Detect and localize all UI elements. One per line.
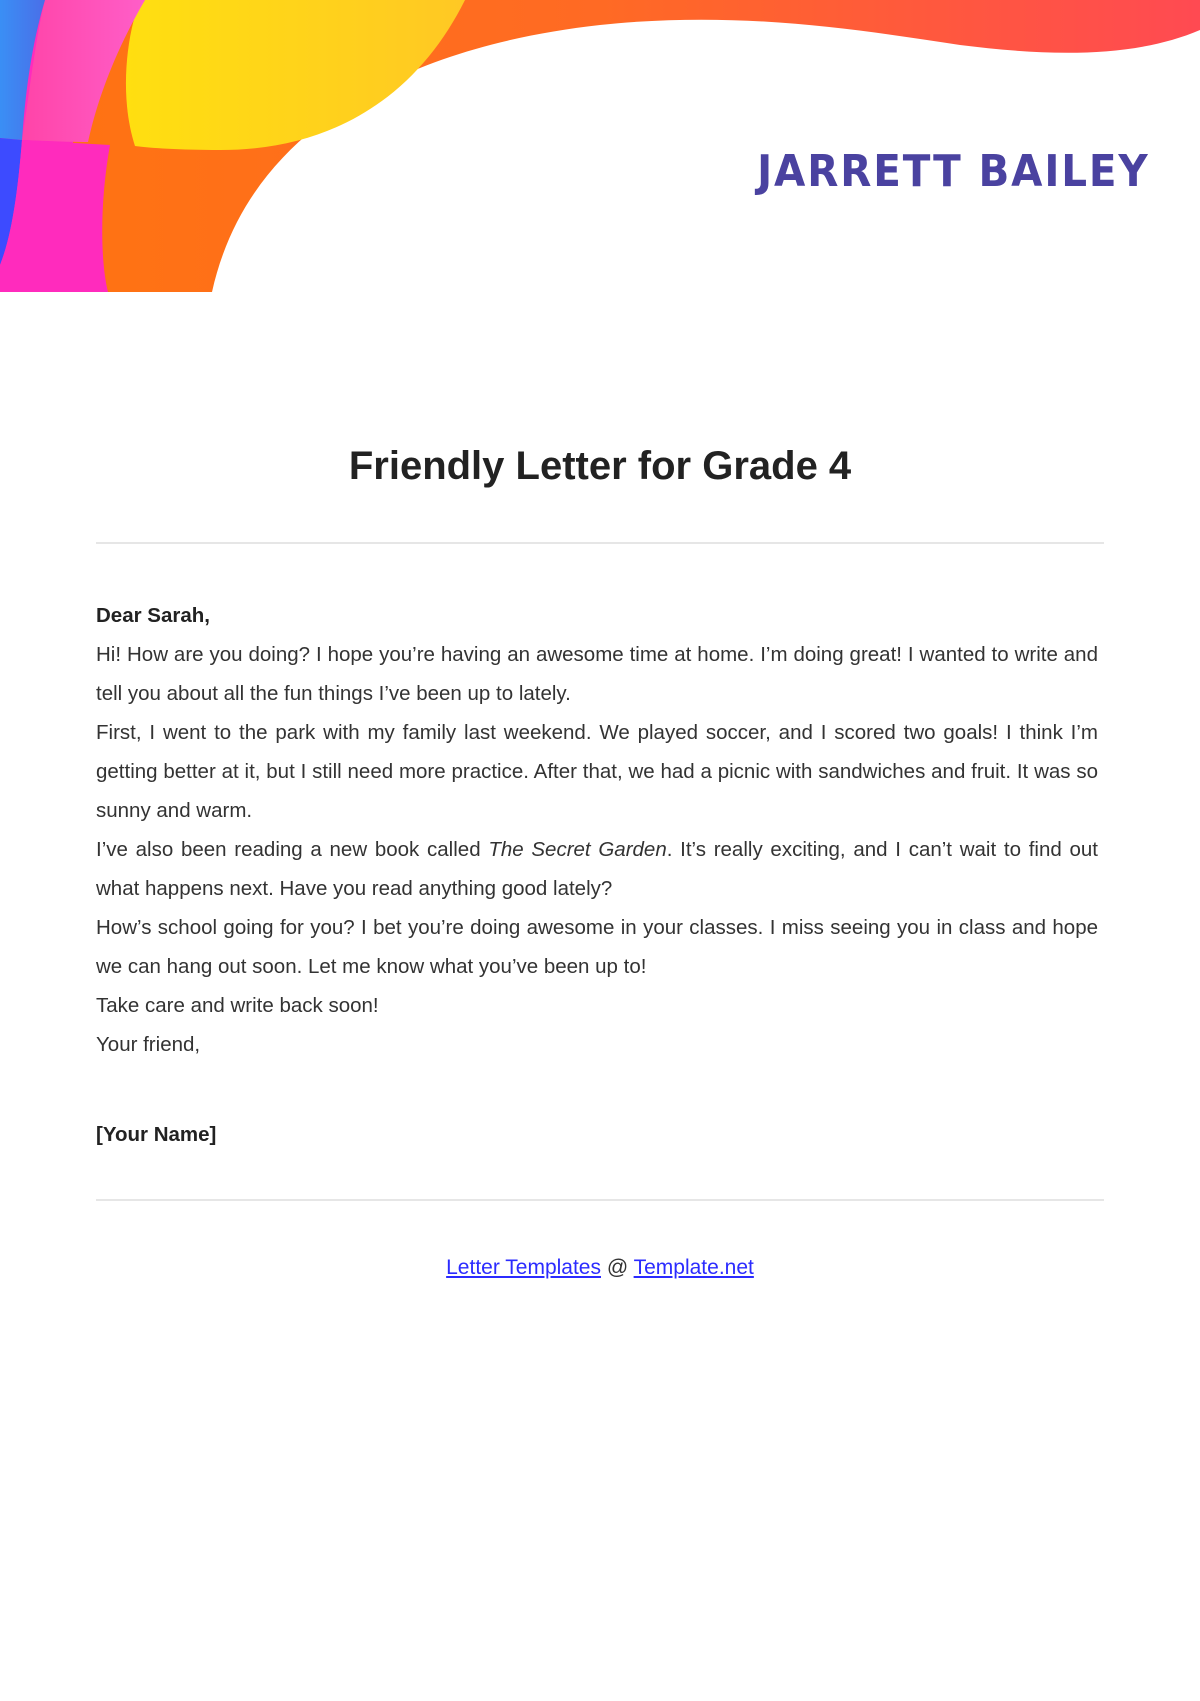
book-title: The Secret Garden — [488, 838, 667, 861]
paragraph-book — [96, 830, 1098, 908]
paragraph: How’s school going for you? I bet you’re doing awesome in your classes. I miss seeing you in class and hope we can hang out soon. Let me know what you’ve been up to! — [96, 916, 1098, 978]
document-title: Friendly Letter for Grade 4 — [348, 444, 852, 488]
paragraph: Hi! How are you doing? I hope you’re having an awesome time at home. I’m doing great! I wanted to write and tell you about all the fun things I’ve been up to lately. — [96, 643, 1098, 705]
closing: Your friend, — [96, 1033, 201, 1056]
divider-top — [96, 542, 1104, 544]
signature: [Your Name] — [96, 1123, 217, 1146]
footer — [0, 1256, 1200, 1280]
letter-templates-link[interactable]: Letter Templates — [446, 1256, 601, 1279]
brand-name: JARRETT BAILEY — [757, 146, 1150, 197]
paragraph: First, I went to the park with my family last weekend. We played soccer, and I scored two goals! I think I’m getting better at it, but I still need more practice. After that, we had a picnic with sandwiches and fruit. It was so sunny and warm. — [96, 721, 1098, 822]
divider-bottom — [96, 1199, 1104, 1201]
letter-body — [96, 596, 1098, 1154]
salutation: Dear Sarah, — [96, 604, 210, 627]
text: . It’s really exciting, and I can’t wait to find out what happens next. Have you read anything good lately? — [96, 838, 1098, 900]
yellow-wave — [126, 0, 465, 150]
template-net-link[interactable]: Template.net — [633, 1256, 754, 1279]
closing-line: Take care and write back soon! — [96, 994, 379, 1017]
footer-separator: @ — [601, 1256, 634, 1279]
text: I’ve also been reading a new book called — [96, 838, 489, 861]
